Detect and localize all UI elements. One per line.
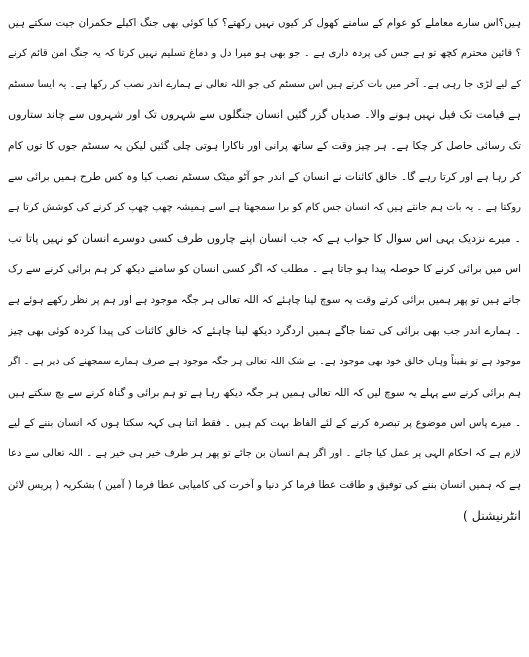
- text-line-4: ہے قیامت تک فیل نہیں ہونے والا۔ صدیاں گزر گئیں انسان جنگلوں سے شہروں تک اور شہروں سے چاند ستاروں: [8, 108, 521, 122]
- text-line-12: موجود ہے تو یقیناً وہاں خالق خود بھی موجود ہے۔ بے شک اللہ تعالی ہر جگہ موجود ہے صرف ہمارے سمجھنے کی دیر ہے ۔ اگر: [8, 355, 521, 367]
- text-line-14: ۔ میرے پاس اس موضوع پر تبصرہ کرنے کے لئے الفاظ بہت کم ہیں ۔ فقط اتنا ہی کہہ سکتا ہوں کہ انسان بننے کے لیے: [8, 417, 521, 430]
- article-text: [8, 8, 521, 532]
- text-line-13: ہم برائی کرنے سے پہلے یہ سوچ لیں کہ اللہ تعالی ہمیں ہر جگہ دیکھ رہا ہے تو ہم برائی و گناہ کرنے سے بچ سکتے ہیں: [8, 386, 521, 399]
- text-line-10: جاتے ہیں تو پھر ہمیں برائی کرتے وقت یہ سوچ لینا چاہئے کہ اللہ تعالی ہر جگہ موجود ہے اور ہم پر نظر رکھے ہوئے ہے: [8, 294, 521, 307]
- text-line-7: روکتا ہے ۔ یہ بات ہم جانتے ہیں کہ انسان جس کام کو برا سمجھتا ہے اسے ہمیشہ چھپ چھپ کر کرنے کی کوشش کرتا ہے: [8, 201, 521, 213]
- text-line-17: انٹرنیشنل ): [462, 507, 521, 523]
- text-line-5: تک رسائی حاصل کر چکا ہے۔ ہر چیز وقت کے ساتھ پرانی اور ناکارا ہوتی چلی گئیں لیکن یہ سسٹم جوں کا توں کام: [8, 140, 521, 153]
- text-line-2: ؟ قائین محترم کچھ تو ہے جس کی پردہ داری ہے ۔ جو بھی ہو میرا دل و دماغ تسلیم نہیں کرتا کہ یہ جنگ امن قائم کرنے: [8, 47, 521, 59]
- text-line-3: کے لیے لڑی جا رہی ہے۔ آخر میں بات کرتے ہیں اس سسٹم کی جو اللہ تعالی نے ہمارے اندر نصب کر رکھا ہے۔ یہ ایسا سسٹم: [8, 78, 521, 90]
- text-line-9: اس میں برائی کرنے کا حوصلہ پیدا ہو جاتا ہے ۔ مطلب کہ اگر کسی انسان کو سامنے دیکھ کر ہم برائی کرنے سے رک: [8, 263, 521, 276]
- text-line-16: ہے کہ ہمیں انسان بننے کی توفیق و طاقت عطا فرما کر دنیا و آخرت کی کامیابی عطا فرما ( آمین ) بشکریہ ( پریس لائن: [8, 478, 521, 491]
- text-line-1: ہیں؟اس سارے معاملے کو عوام کے سامنے کھول کر کیوں نہیں رکھتے؟ کیا کوئی بھی جنگ اکیلے حکمران جیت سکتے ہیں: [8, 17, 521, 29]
- text-line-11: ۔ ہمارے اندر جب بھی برائی کی تمنا جاگے ہمیں اردگرد دیکھ لینا چاہئے کہ خالق کائنات کی پیدا کردہ کوئی بھی چیز: [8, 324, 521, 337]
- text-line-6: کر رہا ہے اور کرتا رہے گا۔ خالق کائنات نے انسان کے اندر جو آٹو میٹک سسٹم نصب کیا وہ کس طرح ہمیں برائی سے: [8, 170, 521, 183]
- text-line-8: ۔ میرے نزدیک یہی اس سوال کا جواب ہے کہ جب انسان اپنے چاروں طرف کسی دوسرے انسان کو نہیں پاتا تب: [8, 231, 521, 245]
- text-line-15: لازم ہے کہ احکام الہی پر عمل کیا جائے ۔ اور اگر ہم انسان بن جائے تو پھر ہر طرف خیر ہی خیر ہے ۔ اللہ تعالی سے دعا: [8, 448, 521, 460]
